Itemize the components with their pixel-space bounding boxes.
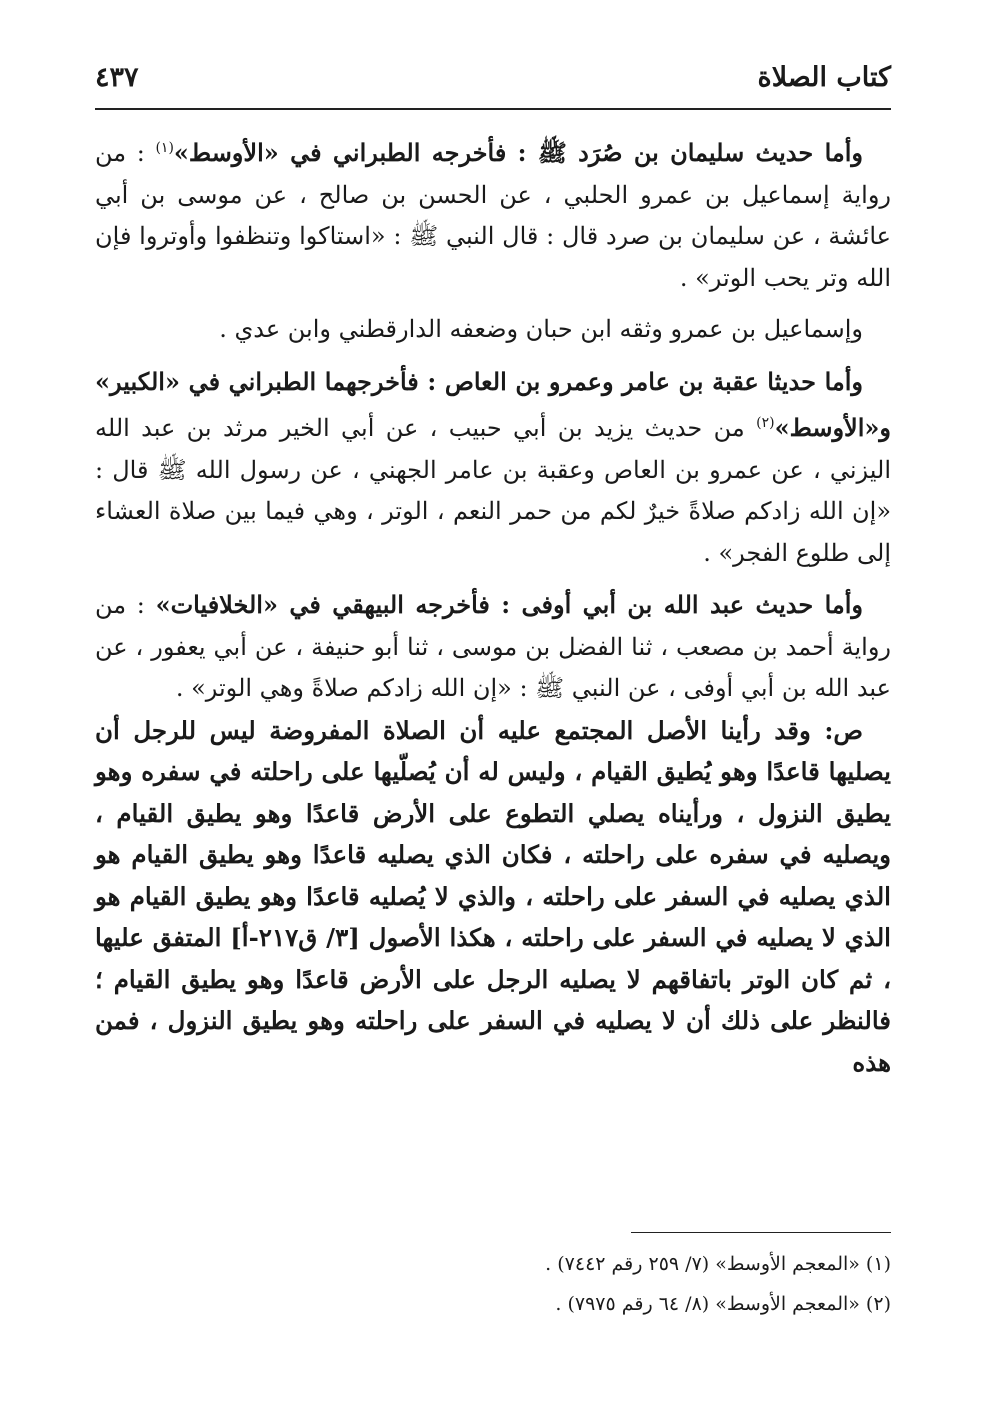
footnote-ref: (٢) bbox=[756, 415, 775, 431]
paragraph-text: : من رواية أحمد بن مصعب ، ثنا الفضل بن موسى ، ثنا أبو حنيفة ، عن أبي يعفور ، عن عبد الله بن أبي أوفى ، عن النبي ﷺ : «إن الله زادكم صلاةً وهي الوتر» . bbox=[95, 591, 891, 702]
running-header bbox=[95, 62, 891, 104]
paragraph-lead: وأما حديث سليمان بن صُرَد ﷺ : فأخرجه الطبراني في «الأوسط» bbox=[173, 138, 863, 167]
footnote-2: (٢) «المعجم الأوسط» (٨/ ٦٤ رقم ٧٩٧٥) . bbox=[555, 1293, 891, 1315]
chapter-title: كتاب الصلاة bbox=[757, 62, 891, 93]
page-number: ٤٣٧ bbox=[95, 62, 139, 93]
paragraph-text: من حديث يزيد بن أبي حبيب ، عن أبي الخير مرثد بن عبد الله اليزني ، عن عمرو بن العاص وعقبة بن عامر الجهني ، عن رسول الله ﷺ قال : «إن الله زادكم صلاةً خيرٌ لكم من حمر النعم ، الوتر ، وهي فيما بين صلاة العشاء إلى طلوع الفجر» . bbox=[95, 414, 891, 567]
footnote-ref: (١) bbox=[155, 140, 174, 156]
footnote-1: (١) «المعجم الأوسط» (٧/ ٢٥٩ رقم ٧٤٤٢) . bbox=[545, 1253, 891, 1275]
header-rule bbox=[95, 108, 891, 110]
footnotes bbox=[95, 1244, 891, 1324]
paragraph-commentary: ص: وقد رأينا الأصل المجتمع عليه أن الصلاة المفروضة ليس للرجل أن يصليها قاعدًا وهو يُطيق القيام ، وليس له أن يُصلّيها على راحلته في سفره وهو يطيق النزول ، ورأيناه يصلي التطوع على الأرض قاعدًا وهو يطيق القيام ، ويصليه في سفره على راحلته ، فكان الذي يصليه قاعدًا وهو يطيق القيام هو الذي يصليه في السفر على راحلته ، والذي لا يُصليه قاعدًا وهو يطيق القيام هو الذي لا يصليه في السفر على راحلته ، هكذا الأصول [٣/ ق٢١٧-أ] المتفق عليها ، ثم كان الوتر باتفاقهم لا يصليه الرجل على الأرض قاعدًا وهو يطيق القيام ؛ فالنظر على ذلك أن لا يصليه في السفر على راحلته وهو يطيق النزول ، فمن هذه bbox=[95, 715, 891, 1077]
paragraph-ismail: وإسماعيل بن عمرو وثقه ابن حبان وضعفه الدارقطني وابن عدي . bbox=[219, 315, 863, 343]
paragraph-abdullah bbox=[95, 584, 891, 710]
main-text bbox=[95, 128, 891, 1083]
paragraph-uqba bbox=[95, 361, 891, 575]
paragraph-lead: وأما حديث عبد الله بن أبي أوفى : فأخرجه البيهقي في «الخلافيات» bbox=[155, 590, 864, 619]
footnote-rule bbox=[631, 1232, 891, 1233]
paragraph-lead: وأما حديثا عقبة بن عامر وعمرو بن العاص : فأخرجهما الطبراني في «الكبير» و«الأوسط» bbox=[95, 366, 891, 442]
paragraph-text: : من رواية إسماعيل بن عمرو الحلبي ، عن الحسن بن صالح ، عن موسى بن أبي عائشة ، عن سليمان بن صرد قال : قال النبي ﷺ : «استاكوا وتنظفوا وأوتروا فإن الله وتر يحب الوتر» . bbox=[95, 139, 891, 292]
paragraph-sulayman bbox=[95, 128, 891, 299]
